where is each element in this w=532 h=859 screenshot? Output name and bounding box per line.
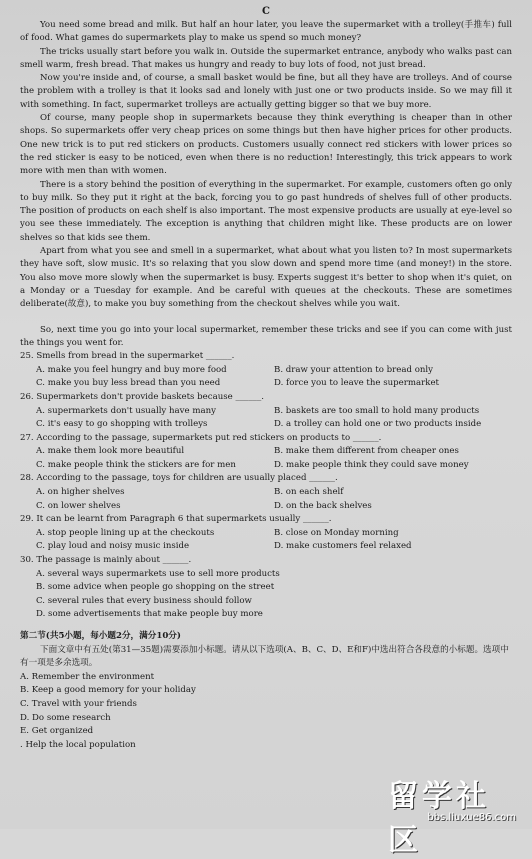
heading-option-d: D. Do some research — [20, 712, 111, 723]
question-list — [20, 350, 512, 622]
question-28 — [20, 472, 512, 513]
option-b: B. baskets are too small to hold many products — [274, 405, 480, 416]
section-2-instruction: 下面文章中有五处(第31—35题)需要添加小标题。请从以下选项(A、B、C、D、E和F)中选出符合各段意的小标题。选项中有一项是多余选项。 — [20, 644, 509, 669]
question-stem: 28. According to the passage, toys for children are usually placed ______. — [20, 473, 338, 484]
option-b: B. on each shelf — [274, 487, 344, 498]
option-c: C. several rules that every business should follow — [36, 595, 252, 606]
section-letter: C — [262, 6, 270, 17]
option-b: B. some advice when people go shopping on the street — [36, 582, 275, 593]
option-a: A. several ways supermarkets use to sell more products — [36, 568, 280, 579]
heading-option-e: E. Get organized — [20, 726, 94, 737]
question-26 — [20, 391, 512, 432]
paragraph-7: So, next time you go into your local supermarket, remember these tricks and see if you can come with just the things you went for. — [20, 324, 512, 348]
option-b: B. make them different from cheaper ones — [274, 446, 459, 457]
heading-option-c: C. Travel with your friends — [20, 698, 137, 709]
option-a: A. make you feel hungry and buy more food — [36, 364, 227, 375]
option-d: D. make customers feel relaxed — [274, 541, 412, 552]
paragraph-1: You need some bread and milk. But half an hour later, you leave the supermarket with a trolley(手推车) full of food. What games do supermarkets play to make us spend so much money? — [20, 20, 512, 44]
heading-option-f: . Help the local population — [20, 739, 136, 750]
option-a: A. stop people lining up at the checkouts — [36, 527, 215, 538]
heading-option-b: B. Keep a good memory for your holiday — [20, 685, 196, 696]
question-27 — [20, 432, 512, 473]
paragraph-3: Now you're inside and, of course, a small basket would be fine, but all they have are trolleys. And of course the problem with a trolley is that it looks sad and lonely with just one or two products inside. So we may fill it with something. In fact, supermarket trolleys are actually getting bigger so that we buy more. — [20, 73, 512, 110]
paragraph-4: Of course, many people shop in supermarkets because they think everything is cheaper than in other shops. So supermarkets offer very cheap prices on some things but then have higher prices for other products. One new trick is to put red stickers on products. Customers usually connect red stickers with lower prices so the red sticker is easy to be noticed, even when there is no reduction! Interestingly, this trick appears to work more with men than with women. — [20, 113, 512, 177]
heading-option-a: A. Remember the environment — [20, 671, 155, 682]
option-c: C. play loud and noisy music inside — [36, 541, 190, 552]
option-d: D. force you to leave the supermarket — [274, 378, 439, 389]
option-d: D. a trolley can hold one or two products inside — [274, 419, 482, 430]
option-a: A. make them look more beautiful — [36, 446, 185, 457]
paragraph-gap — [20, 312, 512, 324]
question-stem: 30. The passage is mainly about ______. — [20, 555, 192, 566]
option-a: A. supermarkets don't usually have many — [36, 405, 217, 416]
option-d: D. on the back shelves — [274, 500, 372, 511]
question-stem: 29. It can be learnt from Paragraph 6 that supermarkets usually ______. — [20, 514, 332, 525]
question-30 — [20, 554, 512, 622]
option-d: D. make people think they could save money — [274, 459, 469, 470]
option-c: C. it's easy to go shopping with trolleys — [36, 419, 208, 430]
question-stem: 25. Smells from bread in the supermarket ______. — [20, 351, 235, 362]
option-c: C. make you buy less bread than you need — [36, 378, 221, 389]
paragraph-6: Apart from what you see and smell in a supermarket, what about what you listen to? In most supermarkets they have soft, slow music. It's so relaxing that you slow down and spend more time (and money!) in the store. You also move more slowly when the supermarket is busy. Experts suggest it's better to shop when it's quiet, on a Monday or a Tuesday for example. And be careful with queues at the checkouts. These are sometimes deliberate(故意), to make you buy something from the checkout shelves while you wait. — [20, 246, 512, 310]
option-d: D. some advertisements that make people buy more — [36, 609, 263, 620]
question-25 — [20, 350, 512, 391]
question-29 — [20, 513, 512, 554]
question-stem: 27. According to the passage, supermarkets put red stickers on products to ______. — [20, 432, 382, 443]
option-b: B. draw your attention to bread only — [274, 364, 434, 375]
option-a: A. on higher shelves — [36, 487, 125, 498]
site-watermark — [388, 771, 526, 858]
paragraph-5: There is a story behind the position of everything in the supermarket. For example, customers often go only to buy milk. So they put it right at the back, forcing you to go past hundreds of shelves full of other products. The position of products on each shelf is also important. The most expensive products are usually at eye-level so you see these immediately. The exception is anything that children might like. These products are on lower shelves so that kids see them. — [20, 179, 512, 243]
option-c: C. on lower shelves — [36, 500, 121, 511]
watermark-logo-text: 留学社区 — [388, 779, 490, 858]
question-stem: 26. Supermarkets don't provide baskets because ______. — [20, 391, 264, 402]
paragraph-2: The tricks usually start before you walk in. Outside the supermarket entrance, anybody who walks past can smell warm, fresh bread. That makes us hungry and ready to buy lots of food, not just bread. — [20, 46, 512, 70]
reading-passage — [20, 19, 512, 350]
option-c: C. make people think the stickers are for men — [36, 459, 236, 470]
section-2-title: 第二节(共5小题，每小题2分，满分10分) — [20, 631, 181, 641]
section-2 — [20, 630, 512, 752]
option-b: B. close on Monday morning — [274, 527, 399, 538]
watermark-url: bbs.liuxue86.com — [427, 812, 516, 823]
